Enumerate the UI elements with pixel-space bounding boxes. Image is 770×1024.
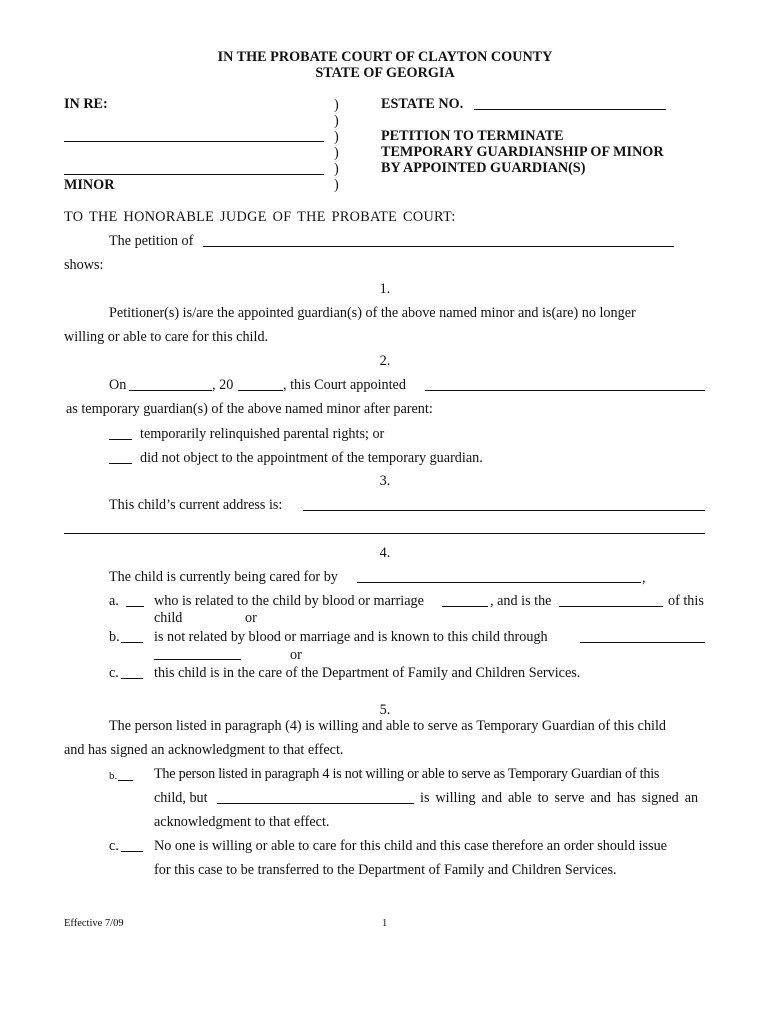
option-a-or: or (245, 610, 257, 626)
footer-effective-date: Effective 7/09 (64, 918, 124, 929)
cared-for-by-label: The child is currently being cared for by (109, 569, 338, 585)
party-name-line-2[interactable] (64, 174, 324, 175)
option-relinquished-label: temporarily relinquished parental rights; or (140, 426, 385, 442)
state-title: STATE OF GEORGIA (315, 65, 455, 81)
para-5-line2: and has signed an acknowledgment to that effect. (64, 742, 344, 758)
court-title: IN THE PROBATE COURT OF CLAYTON COUNTY (217, 49, 553, 65)
party-name-line-1[interactable] (64, 141, 324, 142)
option-c-label: c. (109, 665, 119, 681)
alternate-guardian-field[interactable] (217, 803, 414, 804)
para-2-on-label: On (109, 377, 127, 393)
option-a-checkbox[interactable] (126, 606, 144, 607)
para-5-b-line3: acknowledgment to that effect. (154, 814, 330, 830)
petition-title-line2: TEMPORARY GUARDIANSHIP OF MINOR (381, 144, 664, 160)
cared-for-by-comma: , (642, 570, 646, 586)
option-b-or: or (290, 647, 302, 663)
option-a-text3: of this (668, 593, 704, 609)
caption-paren: ) (334, 97, 339, 113)
address-label: This child’s current address is: (109, 497, 283, 513)
caption-paren: ) (334, 113, 339, 129)
option-b-label: b. (109, 629, 120, 645)
option-c-checkbox[interactable] (121, 678, 143, 679)
option-relinquished-checkbox[interactable] (109, 439, 132, 440)
para-5-b-checkbox[interactable] (118, 780, 133, 781)
address-field-line2[interactable] (64, 533, 705, 534)
para-1-number: 1. (379, 281, 391, 297)
para-5-b-label: b. (109, 770, 118, 782)
caption-paren: ) (334, 161, 339, 177)
para-5-b-willing: is willing and able to serve and has signed an (420, 790, 699, 806)
relation-field[interactable] (442, 606, 488, 607)
para-5-c-checkbox[interactable] (121, 851, 143, 852)
para-5-line1: The person listed in paragraph (4) is willing and able to serve as Temporary Guardian of this child (109, 718, 667, 734)
appointment-date-field[interactable] (129, 390, 212, 391)
shows-label: shows: (64, 257, 104, 273)
petition-title-line1: PETITION TO TERMINATE (381, 128, 564, 144)
option-no-objection-label: did not object to the appointment of the temporary guardian. (140, 450, 483, 466)
address-field-line1[interactable] (303, 510, 705, 511)
caption-paren: ) (334, 129, 339, 145)
option-no-objection-checkbox[interactable] (109, 463, 132, 464)
option-b-checkbox[interactable] (121, 642, 143, 643)
petition-of-label: The petition of (109, 233, 194, 249)
para-1-line2: willing or able to care for this child. (64, 329, 269, 345)
para-2-number: 2. (379, 353, 391, 369)
option-a-text4: child (154, 610, 183, 626)
known-through-field-line2[interactable] (154, 659, 241, 660)
caption-paren: ) (334, 145, 339, 161)
option-b-text: is not related by blood or marriage and is known to this child through (154, 629, 548, 645)
estate-no-label: ESTATE NO. (381, 96, 464, 112)
para-1-line1: Petitioner(s) is/are the appointed guardian(s) of the above named minor and is(are) no longer (109, 305, 636, 321)
para-2-court-appointed: , this Court appointed (283, 377, 406, 393)
salutation: TO THE HONORABLE JUDGE OF THE PROBATE COURT: (64, 209, 456, 225)
minor-label: MINOR (64, 177, 115, 193)
relationship-type-field[interactable] (559, 606, 663, 607)
petitioner-name-field[interactable] (203, 246, 674, 247)
caption-paren: ) (334, 177, 339, 193)
in-re-label: IN RE: (64, 96, 108, 112)
para-4-number: 4. (379, 545, 391, 561)
estate-no-field[interactable] (474, 109, 666, 110)
para-5-c-label: c. (109, 838, 119, 854)
known-through-field-line1[interactable] (580, 642, 705, 643)
para-5-b-child-but: child, but (154, 790, 208, 806)
option-a-label: a. (109, 593, 119, 609)
para-5-b-line1: The person listed in paragraph 4 is not willing or able to serve as Temporary Guardian of this (154, 766, 660, 782)
para-5-c-line1: No one is willing or able to care for this child and this case therefore an order should issue (154, 838, 667, 854)
para-3-number: 3. (379, 473, 391, 489)
caregiver-name-field[interactable] (357, 582, 641, 583)
para-5-number: 5. (379, 702, 391, 718)
appointment-year-field[interactable] (238, 390, 283, 391)
petition-title-line3: BY APPOINTED GUARDIAN(S) (381, 160, 586, 176)
para-2-year-prefix: , 20 (212, 377, 234, 393)
para-2-line2: as temporary guardian(s) of the above named minor after parent: (66, 401, 433, 417)
para-5-c-line2: for this case to be transferred to the Department of Family and Children Services. (154, 862, 617, 878)
option-c-text: this child is in the care of the Department of Family and Children Services. (154, 665, 581, 681)
option-a-text2: , and is the (490, 593, 552, 609)
footer-page-number: 1 (382, 918, 388, 929)
appointed-guardian-field[interactable] (425, 390, 705, 391)
option-a-text1: who is related to the child by blood or marriage (154, 593, 424, 609)
